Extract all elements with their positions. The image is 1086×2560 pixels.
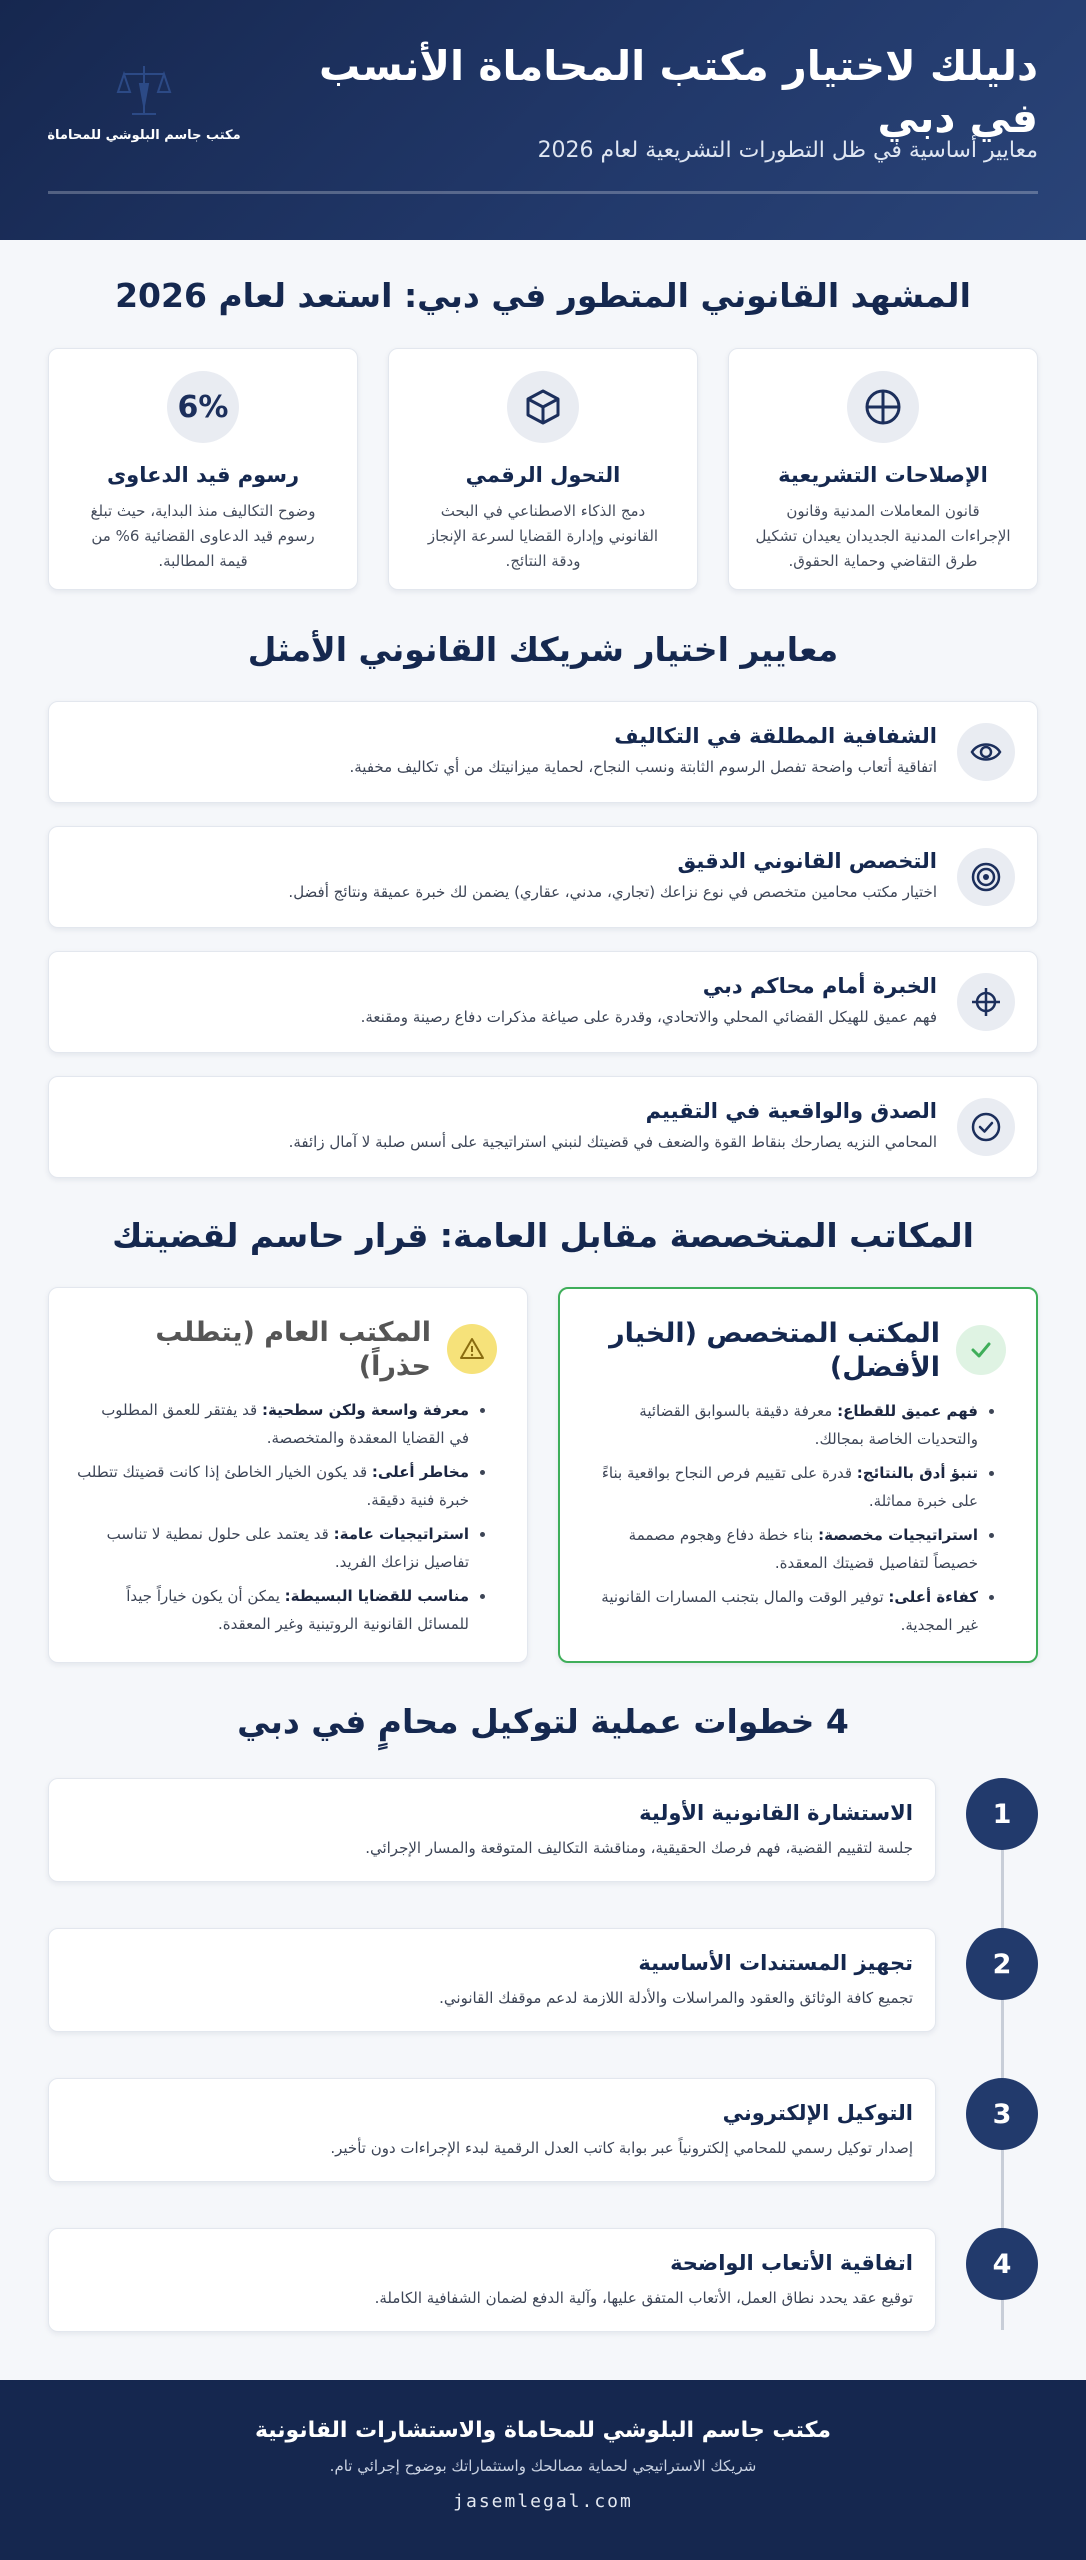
firm-logo xyxy=(44,60,244,160)
list-item xyxy=(77,1520,469,1576)
step-card xyxy=(48,1778,936,1882)
step-desc: تجميع كافة الوثائق والعقود والمراسلات والأدلة اللازمة لدعم موقفك القانوني. xyxy=(439,1989,913,2007)
criteria-item-honesty xyxy=(48,1076,1038,1178)
list-item-label: استراتيجيات مخصصة: xyxy=(818,1526,978,1544)
list-item xyxy=(77,1458,469,1514)
check-icon xyxy=(956,1325,1006,1375)
list-item xyxy=(586,1459,978,1515)
step-number-badge: 1 xyxy=(966,1778,1038,1850)
landscape-card-title: الإصلاحات التشريعية xyxy=(778,463,988,487)
step-title: الاستشارة القانونية الأولية xyxy=(639,1801,913,1825)
landscape-section-title: المشهد القانوني المتطور في دبي: استعد لعام 2026 xyxy=(115,276,971,315)
list-item-text: توفير الوقت والمال بتجنب المسارات القانونية غير المجدية. xyxy=(601,1588,978,1634)
header-banner xyxy=(0,0,1086,240)
scales-of-justice-icon xyxy=(114,60,174,122)
step-title: تجهيز المستندات الأساسية xyxy=(638,1951,913,1975)
criteria-desc: المحامي النزيه يصارحك بنقاط القوة والضعف في قضيتك لنبني استراتيجية على أسس صلبة لا آمال زائفة. xyxy=(288,1133,937,1151)
list-item-label: مخاطر أعلى: xyxy=(371,1463,469,1481)
list-item xyxy=(77,1396,469,1452)
landscape-card-digital xyxy=(388,348,698,590)
step-title: التوكيل الإلكتروني xyxy=(722,2101,913,2125)
criteria-desc: اختيار مكتب محامين متخصص في نوع نزاعك (تجاري، مدني، عقاري) يضمن لك خبرة عميقة ونتائج أفضل. xyxy=(288,883,937,901)
criteria-title: الشفافية المطلقة في التكاليف xyxy=(614,724,937,748)
general-office-title: المكتب العام (يتطلب حذراً) xyxy=(155,1317,431,1382)
criteria-item-specialization xyxy=(48,826,1038,928)
general-office-card xyxy=(48,1287,528,1663)
criteria-item-transparency xyxy=(48,701,1038,803)
step-number-badge: 2 xyxy=(966,1928,1038,2000)
footer-title: مكتب جاسم البلوشي للمحاماة والاستشارات القانونية xyxy=(254,2418,832,2443)
page-subtitle: معايير أساسية في ظل التطورات التشريعية لعام 2026 xyxy=(537,138,1038,163)
criteria-desc: فهم عميق للهيكل القضائي المحلي والاتحادي، وقدرة على صياغة مذكرات دفاع رصينة ومقنعة. xyxy=(360,1008,937,1026)
plus-circle-icon xyxy=(847,371,919,443)
header-divider xyxy=(48,191,1038,194)
specialized-office-list xyxy=(586,1397,996,1645)
step-card xyxy=(48,2078,936,2182)
step-number-badge: 3 xyxy=(966,2078,1038,2150)
check-circle-icon xyxy=(957,1098,1015,1156)
compare-section-title: المكاتب المتخصصة مقابل العامة: قرار حاسم لقضيتك xyxy=(112,1216,974,1255)
step-desc: إصدار توكيل رسمي للمحامي إلكترونياً عبر بوابة كاتب العدل الرقمية لبدء الإجراءات دون تأخير. xyxy=(330,2139,913,2157)
list-item-text: قد يفتقر للعمق المطلوب في القضايا المعقدة والمتخصصة. xyxy=(101,1401,469,1447)
percent-badge: 6% xyxy=(167,371,239,443)
step-title: اتفاقية الأتعاب الواضحة xyxy=(670,2251,913,2275)
list-item-text: قد يعتمد على حلول نمطية لا تناسب تفاصيل نزاعك الفريد. xyxy=(106,1525,469,1571)
logo-text: مكتب جاسم البلوشي للمحاماة xyxy=(47,128,241,143)
criteria-item-courts xyxy=(48,951,1038,1053)
list-item-text: بناء خطة دفاع وهجوم مصممة خصيصاً لتفاصيل قضيتك المعقدة. xyxy=(628,1526,978,1572)
criteria-title: الخبرة أمام محاكم دبي xyxy=(702,974,937,998)
step-number-badge: 4 xyxy=(966,2228,1038,2300)
list-item-text: قد يكون الخيار الخاطئ إذا كانت قضيتك تتطلب خبرة فنية دقيقة. xyxy=(77,1463,469,1509)
landscape-card-title: رسوم قيد الدعاوى xyxy=(106,463,300,487)
list-item-text: قدرة على تقييم فرص النجاح بواقعية بناءً على خبرة مماثلة. xyxy=(601,1464,978,1510)
page-title: دليلك لاختيار مكتب المحاماة الأنسب في دبي xyxy=(318,42,1038,142)
landscape-card-reforms xyxy=(728,348,1038,590)
list-item xyxy=(586,1521,978,1577)
list-item-label: معرفة واسعة ولكن سطحية: xyxy=(261,1401,469,1419)
landscape-card-fees xyxy=(48,348,358,590)
criteria-title: الصدق والواقعية في التقييم xyxy=(645,1099,937,1123)
step-desc: توقيع عقد يحدد نطاق العمل، الأتعاب المتفق عليها، وآلية الدفع لضمان الشفافية الكاملة. xyxy=(374,2289,913,2307)
specialized-office-card xyxy=(558,1287,1038,1663)
list-item-label: مناسب للقضايا البسيطة: xyxy=(284,1587,469,1605)
specialized-office-title: المكتب المتخصص (الخيار الأفضل) xyxy=(609,1318,940,1383)
list-item-text: يمكن أن يكون خياراً جيداً للمسائل القانونية الروتينية وغير المعقدة. xyxy=(126,1587,469,1633)
list-item-label: كفاءة أعلى: xyxy=(888,1588,978,1606)
footer xyxy=(0,2380,1086,2560)
list-item-label: استراتيجيات عامة: xyxy=(333,1525,469,1543)
step-card xyxy=(48,2228,936,2332)
cube-icon xyxy=(507,371,579,443)
landscape-card-title: التحول الرقمي xyxy=(465,463,621,487)
steps-section-title: 4 خطوات عملية لتوكيل محامٍ في دبي xyxy=(237,1702,849,1741)
list-item-label: فهم عميق للقطاع: xyxy=(837,1402,978,1420)
eye-icon xyxy=(957,723,1015,781)
criteria-desc: اتفاقية أتعاب واضحة تفصل الرسوم الثابتة ونسب النجاح، لحماية ميزانيتك من أي تكاليف مخفية. xyxy=(349,758,937,776)
footer-subtitle: شريكك الاستراتيجي لحماية مصالحك واستثماراتك بوضوح إجرائي تام. xyxy=(329,2457,757,2475)
list-item-label: تنبؤ أدق بالنتائج: xyxy=(856,1464,978,1482)
step-card xyxy=(48,1928,936,2032)
criteria-section-title: معايير اختيار شريكك القانوني الأمثل xyxy=(247,630,839,669)
landscape-card-desc: وضوح التكاليف منذ البداية، حيث تبلغ رسوم قيد الدعاوى القضائية 6% من قيمة المطالبة. xyxy=(90,502,316,570)
landscape-card-desc: دمج الذكاء الاصطناعي في البحث القانوني وإدارة القضايا لسرعة الإنجاز ودقة النتائج. xyxy=(427,502,659,570)
list-item xyxy=(77,1582,469,1638)
list-item xyxy=(586,1583,978,1639)
crosshair-icon xyxy=(957,973,1015,1031)
criteria-title: التخصص القانوني الدقيق xyxy=(677,849,937,873)
list-item-text: معرفة دقيقة بالسوابق القضائية والتحديات الخاصة بمجالك. xyxy=(639,1402,978,1448)
landscape-card-desc: قانون المعاملات المدنية وقانون الإجراءات المدنية الجديدان يعيدان تشكيل طرق التقاضي وحماية الحقوق. xyxy=(755,502,1011,570)
target-icon xyxy=(957,848,1015,906)
general-office-list xyxy=(77,1396,487,1644)
warning-icon xyxy=(447,1324,497,1374)
step-desc: جلسة لتقييم القضية، فهم فرصك الحقيقية، ومناقشة التكاليف المتوقعة والمسار الإجرائي. xyxy=(365,1839,913,1857)
list-item xyxy=(586,1397,978,1453)
footer-website-link[interactable]: jasemlegal.com xyxy=(453,2491,633,2512)
